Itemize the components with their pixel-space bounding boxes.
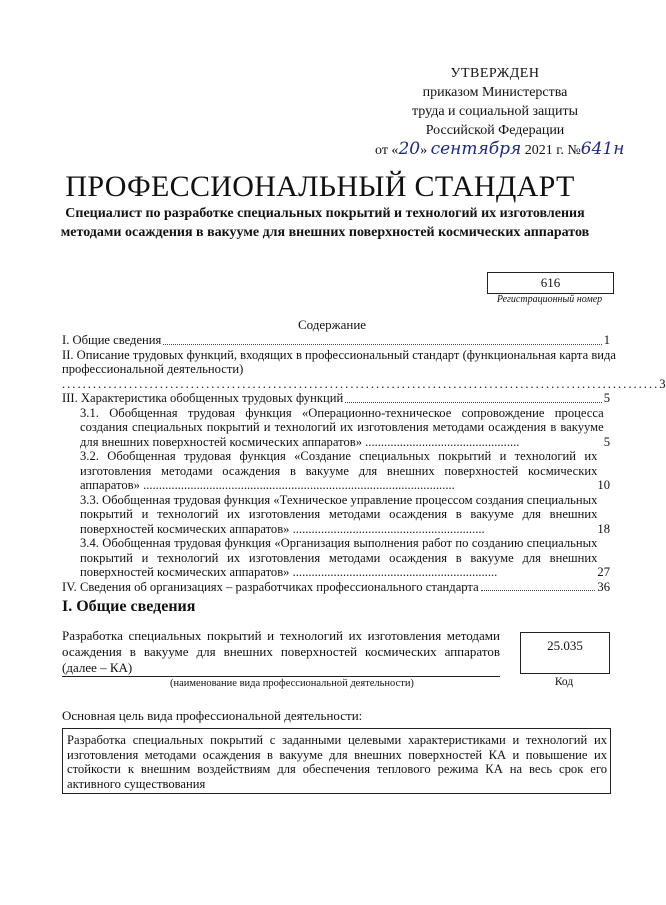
section-heading: I. Общие сведения xyxy=(62,598,196,615)
toc-item[interactable]: II. Описание трудовых функций, входящих в профессиональный стандарт (функциональная карта вида профессиональной деятельности) .................................................................................................................... 3 xyxy=(62,347,666,391)
registration-number-box: 616 xyxy=(487,272,614,294)
approval-line-3: Российской Федерации xyxy=(425,123,565,138)
toc-title: Содержание xyxy=(297,317,367,332)
toc-item[interactable]: IV. Сведения об организациях – разработчиках профессионального стандарта 36 xyxy=(62,579,610,594)
handwritten-day: 20 xyxy=(398,139,421,159)
code-label: Код xyxy=(554,676,574,688)
document-title: ПРОФЕССИОНАЛЬНЫЙ СТАНДАРТ xyxy=(65,170,575,203)
activity-name-label: (наименование вида профессиональной деятельности) xyxy=(170,678,414,689)
code-box: 25.035 xyxy=(520,632,610,674)
approval-line-1: приказом Министерства xyxy=(422,85,568,100)
table-of-contents xyxy=(62,333,666,594)
toc-item[interactable]: 3.4. Обобщенная трудовая функция «Организация выполнения работ по созданию специальных покрытий и технологий их изготовления методами осаждения в вакууме для внешних поверхностей космических аппаратов» ................................................................. 27 xyxy=(80,536,610,579)
handwritten-month: сентября xyxy=(430,139,522,159)
activity-underline xyxy=(62,676,500,677)
approval-line-2: труда и социальной защиты xyxy=(412,104,578,119)
handwritten-order-number: 641н xyxy=(580,139,625,159)
toc-item[interactable]: 3.1. Обобщенная трудовая функция «Операционно-техническое сопровождение процесса создания специальных покрытий и технологий их изготовления методами осаждения в вакууме для внешних поверхностей космических аппаратов» ................................................. 5 xyxy=(80,405,610,449)
toc-item[interactable]: 3.2. Обобщенная трудовая функция «Создание специальных покрытий и технологий их изготовления методами осаждения в вакууме для внешних поверхностей космических аппаратов» ................................................................................................... 10 xyxy=(80,449,610,492)
approval-date-line: от «20» сентября 2021 г. №641н xyxy=(375,139,625,159)
activity-name: Разработка специальных покрытий и технологий их изготовления методами осаждения в вакууме для внешних поверхностей космических аппаратов (далее – КА) xyxy=(62,628,500,675)
registration-number-label: Регистрационный номер xyxy=(496,294,603,305)
approval-block xyxy=(375,64,625,160)
approval-title: УТВЕРЖДЕН xyxy=(450,66,540,81)
document-subtitle: Специалист по разработке специальных покрытий и технологий их изготовления методами осаждения в вакууме для внешних поверхностей космических аппаратов xyxy=(60,206,590,240)
goal-title: Основная цель вида профессиональной деятельности: xyxy=(62,708,363,723)
goal-text-box: Разработка специальных покрытий с заданными целевыми характеристиками и технологий их изготовления методами осаждения в вакууме для внешних поверхностей КА и повышение их стойкости к внешним воздействиям для обеспечения теплового режима КА на весь срок его активного существования xyxy=(62,728,611,794)
toc-item[interactable]: I. Общие сведения 1 xyxy=(62,333,610,347)
toc-item[interactable]: III. Характеристика обобщенных трудовых функций 5 xyxy=(62,391,610,405)
toc-item[interactable]: 3.3. Обобщенная трудовая функция «Техническое управление процессом создания специальных покрытий и технологий их изготовления методами осаждения в вакууме для внешних поверхностей космических аппаратов» ............................................................. 18 xyxy=(80,492,610,536)
